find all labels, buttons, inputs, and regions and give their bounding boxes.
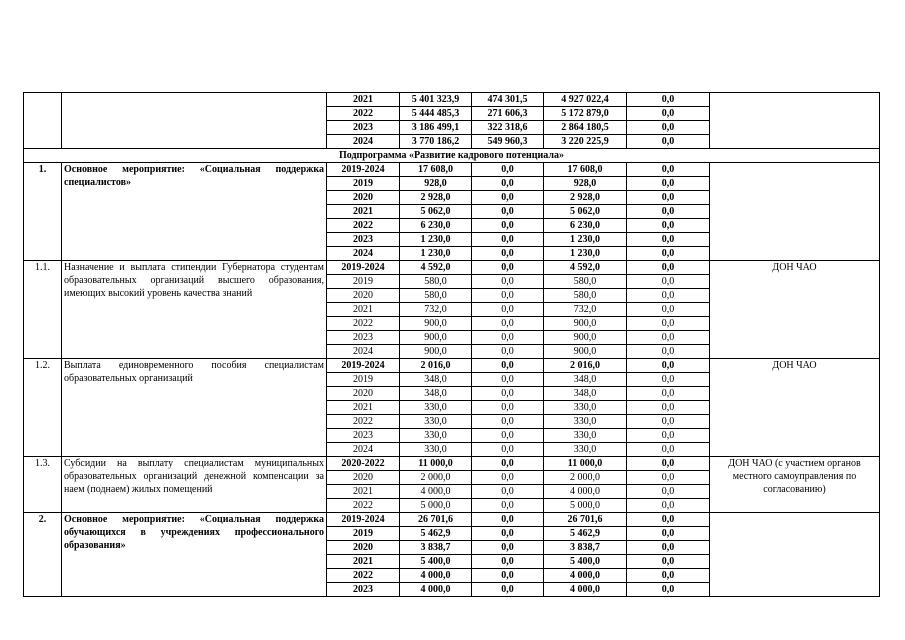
cell-c: 0,0	[627, 107, 710, 121]
cell-b: 330,0	[544, 415, 627, 429]
cell-a: 0,0	[472, 415, 544, 429]
cell-total: 6 230,0	[400, 219, 472, 233]
cell-a: 0,0	[472, 429, 544, 443]
cell-a: 0,0	[472, 373, 544, 387]
cell-total: 1 230,0	[400, 233, 472, 247]
cell-total: 1 230,0	[400, 247, 472, 261]
cell-b: 26 701,6	[544, 513, 627, 527]
cell-num: 2.	[24, 513, 62, 597]
cell-c: 0,0	[627, 373, 710, 387]
cell-total: 5 462,9	[400, 527, 472, 541]
cell-executor: ДОН ЧАО	[710, 359, 880, 457]
cell-b: 3 220 225,9	[544, 135, 627, 149]
cell-a: 0,0	[472, 345, 544, 359]
cell-total: 5 444 485,3	[400, 107, 472, 121]
cell-total: 3 770 186,2	[400, 135, 472, 149]
cell-b: 5 400,0	[544, 555, 627, 569]
cell-b: 928,0	[544, 177, 627, 191]
cell-b: 4 000,0	[544, 569, 627, 583]
cell-c: 0,0	[627, 485, 710, 499]
cell-b: 2 928,0	[544, 191, 627, 205]
cell-num: 1.3.	[24, 457, 62, 513]
cell-year: 2021	[327, 401, 400, 415]
cell-year: 2019	[327, 177, 400, 191]
cell-b: 2 864 180,5	[544, 121, 627, 135]
cell-b: 2 000,0	[544, 471, 627, 485]
table-row	[24, 93, 880, 107]
cell-num: 1.2.	[24, 359, 62, 457]
cell-b: 330,0	[544, 443, 627, 457]
cell-b: 5 000,0	[544, 499, 627, 513]
cell-total: 2 000,0	[400, 471, 472, 485]
cell-year: 2023	[327, 583, 400, 597]
cell-c: 0,0	[627, 247, 710, 261]
cell-c: 0,0	[627, 499, 710, 513]
budget-table-sheet	[23, 92, 879, 597]
cell-b: 2 016,0	[544, 359, 627, 373]
cell-a: 0,0	[472, 247, 544, 261]
cell-b: 5 462,9	[544, 527, 627, 541]
cell-executor	[710, 93, 880, 149]
cell-c: 0,0	[627, 359, 710, 373]
cell-executor: ДОН ЧАО (с участием органов местного самоуправления по согласованию)	[710, 457, 880, 513]
subprogram-title: Подпрограмма «Развитие кадрового потенциала»	[24, 149, 880, 163]
cell-b: 580,0	[544, 275, 627, 289]
cell-total: 900,0	[400, 331, 472, 345]
cell-a: 0,0	[472, 527, 544, 541]
cell-total: 17 608,0	[400, 163, 472, 177]
cell-c: 0,0	[627, 93, 710, 107]
cell-b: 900,0	[544, 317, 627, 331]
table-row	[24, 359, 880, 373]
cell-year: 2019	[327, 373, 400, 387]
cell-year: 2019	[327, 527, 400, 541]
cell-title: Субсидии на выплату специалистам муниципальных образовательных организаций денежной компенсации за наем (поднаем) жилых помещений	[62, 457, 327, 513]
cell-a: 0,0	[472, 443, 544, 457]
cell-b: 6 230,0	[544, 219, 627, 233]
cell-title: Выплата единовременного пособия специалистам образовательных организаций	[62, 359, 327, 457]
cell-executor	[710, 163, 880, 261]
cell-year: 2023	[327, 121, 400, 135]
cell-year: 2020	[327, 541, 400, 555]
cell-b: 5 062,0	[544, 205, 627, 219]
cell-year: 2020	[327, 387, 400, 401]
cell-total: 5 401 323,9	[400, 93, 472, 107]
cell-a: 0,0	[472, 219, 544, 233]
cell-year: 2020	[327, 191, 400, 205]
cell-c: 0,0	[627, 177, 710, 191]
cell-c: 0,0	[627, 513, 710, 527]
cell-total: 2 016,0	[400, 359, 472, 373]
cell-total: 3 838,7	[400, 541, 472, 555]
cell-year: 2024	[327, 443, 400, 457]
cell-a: 0,0	[472, 163, 544, 177]
cell-c: 0,0	[627, 289, 710, 303]
cell-c: 0,0	[627, 569, 710, 583]
cell-title: Назначение и выплата стипендии Губернатора студентам образовательных организаций высшего образования, имеющих высокий уровень качества знаний	[62, 261, 327, 359]
cell-c: 0,0	[627, 555, 710, 569]
cell-year: 2019-2024	[327, 163, 400, 177]
cell-c: 0,0	[627, 471, 710, 485]
cell-year: 2019-2024	[327, 513, 400, 527]
cell-b: 4 592,0	[544, 261, 627, 275]
cell-year: 2022	[327, 219, 400, 233]
cell-total: 5 400,0	[400, 555, 472, 569]
cell-total: 11 000,0	[400, 457, 472, 471]
cell-c: 0,0	[627, 457, 710, 471]
cell-total: 4 000,0	[400, 583, 472, 597]
cell-title	[62, 93, 327, 149]
cell-b: 732,0	[544, 303, 627, 317]
cell-a: 0,0	[472, 569, 544, 583]
subprogram-row	[24, 149, 880, 163]
cell-year: 2019-2024	[327, 261, 400, 275]
cell-year: 2019	[327, 275, 400, 289]
cell-a: 0,0	[472, 457, 544, 471]
cell-b: 4 000,0	[544, 583, 627, 597]
cell-total: 928,0	[400, 177, 472, 191]
cell-b: 4 000,0	[544, 485, 627, 499]
table-row	[24, 457, 880, 471]
cell-year: 2022	[327, 569, 400, 583]
cell-total: 2 928,0	[400, 191, 472, 205]
cell-total: 900,0	[400, 317, 472, 331]
cell-c: 0,0	[627, 345, 710, 359]
cell-b: 330,0	[544, 401, 627, 415]
cell-total: 4 000,0	[400, 569, 472, 583]
cell-c: 0,0	[627, 429, 710, 443]
cell-year: 2021	[327, 303, 400, 317]
cell-year: 2021	[327, 485, 400, 499]
cell-title: Основное мероприятие: «Социальная поддержка обучающихся в учреждениях профессионального образования»	[62, 513, 327, 597]
cell-year: 2020	[327, 289, 400, 303]
cell-year: 2020-2022	[327, 457, 400, 471]
cell-c: 0,0	[627, 401, 710, 415]
cell-a: 0,0	[472, 233, 544, 247]
cell-a: 271 606,3	[472, 107, 544, 121]
cell-a: 0,0	[472, 303, 544, 317]
cell-b: 4 927 022,4	[544, 93, 627, 107]
cell-c: 0,0	[627, 275, 710, 289]
cell-b: 900,0	[544, 331, 627, 345]
cell-total: 3 186 499,1	[400, 121, 472, 135]
cell-a: 0,0	[472, 499, 544, 513]
cell-b: 17 608,0	[544, 163, 627, 177]
cell-a: 0,0	[472, 471, 544, 485]
cell-a: 0,0	[472, 359, 544, 373]
cell-a: 0,0	[472, 261, 544, 275]
table-row	[24, 513, 880, 527]
cell-total: 330,0	[400, 443, 472, 457]
cell-c: 0,0	[627, 443, 710, 457]
cell-year: 2023	[327, 331, 400, 345]
cell-total: 5 000,0	[400, 499, 472, 513]
cell-b: 1 230,0	[544, 233, 627, 247]
cell-year: 2021	[327, 205, 400, 219]
cell-b: 1 230,0	[544, 247, 627, 261]
cell-b: 5 172 879,0	[544, 107, 627, 121]
cell-a: 474 301,5	[472, 93, 544, 107]
cell-total: 348,0	[400, 387, 472, 401]
budget-table	[23, 92, 880, 597]
cell-a: 322 318,6	[472, 121, 544, 135]
cell-b: 348,0	[544, 373, 627, 387]
cell-num	[24, 93, 62, 149]
cell-year: 2019-2024	[327, 359, 400, 373]
cell-total: 4 000,0	[400, 485, 472, 499]
cell-a: 0,0	[472, 205, 544, 219]
cell-a: 0,0	[472, 541, 544, 555]
cell-total: 348,0	[400, 373, 472, 387]
cell-c: 0,0	[627, 583, 710, 597]
table-body	[24, 93, 880, 597]
table-row	[24, 261, 880, 275]
cell-year: 2021	[327, 93, 400, 107]
cell-c: 0,0	[627, 317, 710, 331]
cell-total: 580,0	[400, 289, 472, 303]
cell-c: 0,0	[627, 219, 710, 233]
cell-year: 2023	[327, 233, 400, 247]
cell-year: 2020	[327, 471, 400, 485]
cell-total: 26 701,6	[400, 513, 472, 527]
cell-c: 0,0	[627, 135, 710, 149]
cell-total: 732,0	[400, 303, 472, 317]
cell-a: 0,0	[472, 387, 544, 401]
cell-total: 900,0	[400, 345, 472, 359]
cell-a: 0,0	[472, 177, 544, 191]
cell-year: 2022	[327, 499, 400, 513]
cell-b: 3 838,7	[544, 541, 627, 555]
cell-a: 0,0	[472, 289, 544, 303]
cell-executor: ДОН ЧАО	[710, 261, 880, 359]
cell-year: 2024	[327, 247, 400, 261]
cell-num: 1.1.	[24, 261, 62, 359]
table-row	[24, 163, 880, 177]
cell-a: 0,0	[472, 513, 544, 527]
cell-b: 580,0	[544, 289, 627, 303]
cell-executor	[710, 513, 880, 597]
cell-total: 4 592,0	[400, 261, 472, 275]
cell-b: 330,0	[544, 429, 627, 443]
cell-title: Основное мероприятие: «Социальная поддержка специалистов»	[62, 163, 327, 261]
cell-year: 2023	[327, 429, 400, 443]
cell-a: 0,0	[472, 555, 544, 569]
cell-total: 330,0	[400, 415, 472, 429]
cell-year: 2022	[327, 317, 400, 331]
cell-a: 0,0	[472, 275, 544, 289]
cell-a: 0,0	[472, 331, 544, 345]
cell-num: 1.	[24, 163, 62, 261]
cell-c: 0,0	[627, 261, 710, 275]
cell-c: 0,0	[627, 527, 710, 541]
cell-total: 330,0	[400, 429, 472, 443]
cell-c: 0,0	[627, 163, 710, 177]
cell-c: 0,0	[627, 415, 710, 429]
cell-b: 348,0	[544, 387, 627, 401]
cell-c: 0,0	[627, 303, 710, 317]
cell-b: 11 000,0	[544, 457, 627, 471]
cell-year: 2022	[327, 107, 400, 121]
cell-c: 0,0	[627, 233, 710, 247]
cell-year: 2022	[327, 415, 400, 429]
cell-a: 0,0	[472, 191, 544, 205]
cell-c: 0,0	[627, 331, 710, 345]
cell-a: 549 960,3	[472, 135, 544, 149]
cell-c: 0,0	[627, 191, 710, 205]
cell-b: 900,0	[544, 345, 627, 359]
cell-year: 2021	[327, 555, 400, 569]
cell-a: 0,0	[472, 485, 544, 499]
cell-total: 330,0	[400, 401, 472, 415]
cell-c: 0,0	[627, 387, 710, 401]
cell-a: 0,0	[472, 401, 544, 415]
cell-a: 0,0	[472, 317, 544, 331]
cell-year: 2024	[327, 135, 400, 149]
cell-c: 0,0	[627, 121, 710, 135]
cell-a: 0,0	[472, 583, 544, 597]
cell-total: 5 062,0	[400, 205, 472, 219]
cell-year: 2024	[327, 345, 400, 359]
cell-c: 0,0	[627, 541, 710, 555]
cell-total: 580,0	[400, 275, 472, 289]
cell-c: 0,0	[627, 205, 710, 219]
